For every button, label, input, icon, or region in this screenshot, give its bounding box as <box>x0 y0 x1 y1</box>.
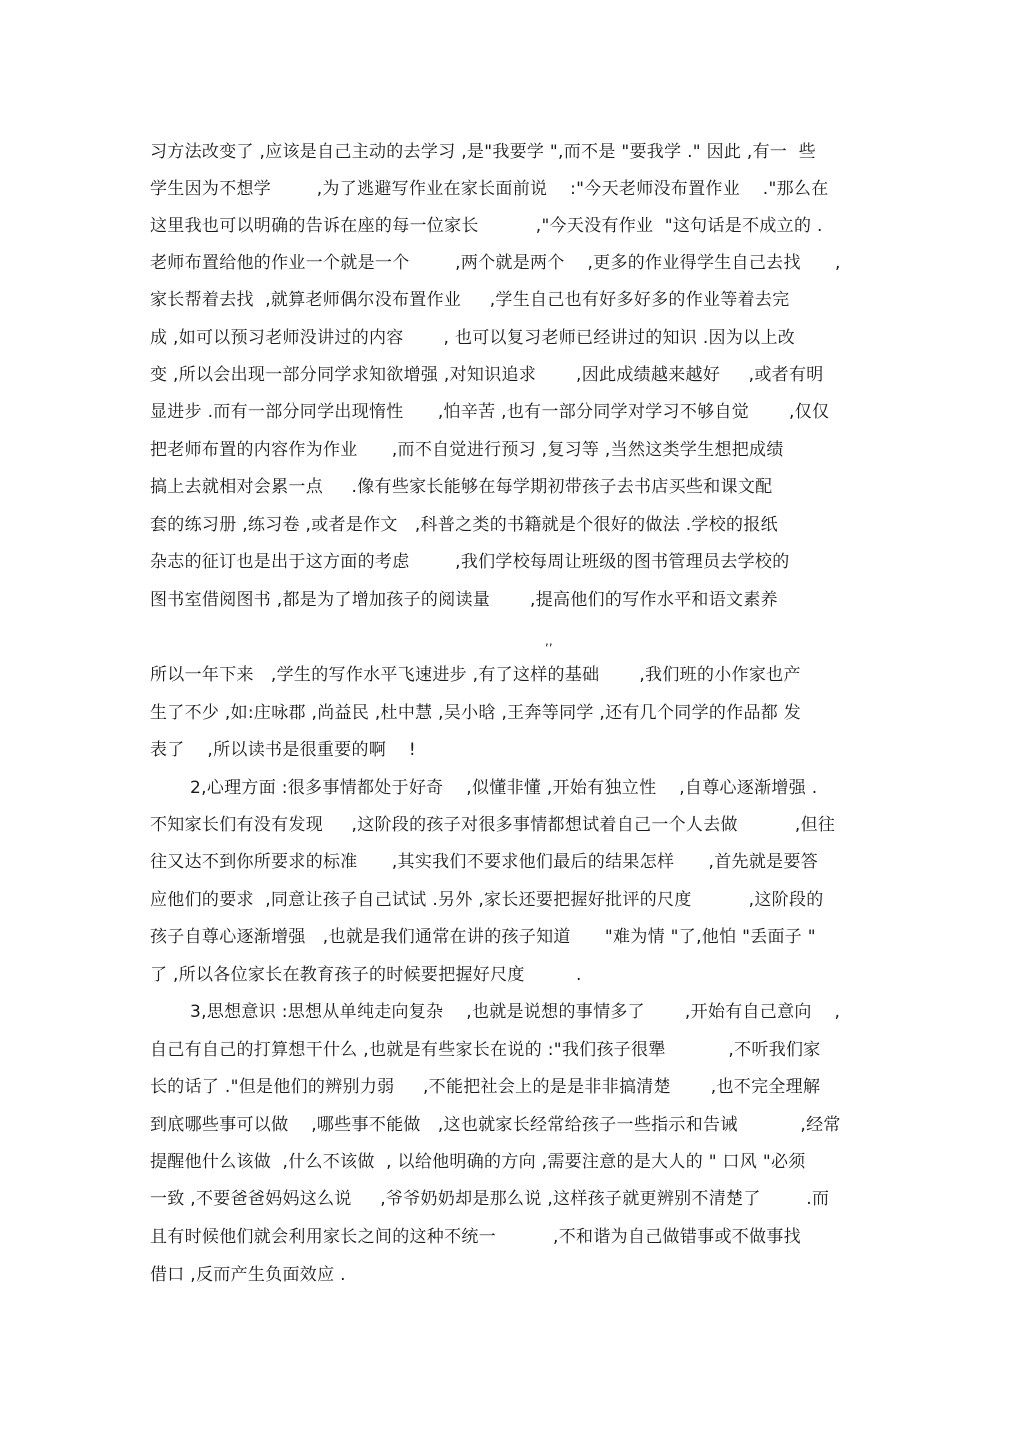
text-line: 老师布置给他的作业一个就是一个 ,两个就是两个 ,更多的作业得学生自己去找 , <box>150 253 841 273</box>
text-line: 成 ,如可以预习老师没讲过的内容 , 也可以复习老师已经讲过的知识 .因为以上改 <box>150 328 796 348</box>
text-line: 变 ,所以会出现一部分同学求知欲增强 ,对知识追求 ,因此成绩越来越好 ,或者有明 <box>150 365 824 385</box>
text-line: 表了 ,所以读书是很重要的啊 ! <box>150 740 417 760</box>
text-line: 套的练习册 ,练习卷 ,或者是作文 ,科普之类的书籍就是个很好的做法 .学校的报纸 <box>150 515 778 535</box>
text-line: 图书室借阅图书 ,都是为了增加孩子的阅读量 ,提高他们的写作水平和语文素养 <box>150 590 778 610</box>
paragraph-heading-line: 3,思想意识 :思想从单纯走向复杂 ,也就是说想的事情多了 ,开始有自己意向 , <box>190 1002 841 1022</box>
text-line: 自己有自己的打算想干什么 ,也就是有些家长在说的 :"我们孩子很犟 ,不听我们家 <box>150 1040 821 1060</box>
text-line: 到底哪些事可以做 ,哪些事不能做 ,这也就家长经常给孩子一些指示和告诫 ,经常 <box>150 1115 841 1135</box>
text-line: 学生因为不想学 ,为了逃避写作业在家长面前说 :"今天老师没布置作业 ."那么在 <box>150 179 829 199</box>
text-line: 搞上去就相对会累一点 .像有些家长能够在每学期初带孩子去书店买些和课文配 <box>150 477 773 497</box>
text-line: 生了不少 ,如:庄咏郡 ,尚益民 ,杜中慧 ,吴小晗 ,王奔等同学 ,还有几个同学的作品都 发 <box>150 703 802 723</box>
text-line: 往又达不到你所要求的标准 ,其实我们不要求他们最后的结果怎样 ,首先就是要答 <box>150 852 819 872</box>
text-line: 一致 ,不要爸爸妈妈这么说 ,爷爷奶奶却是那么说 ,这样孩子就更辨别不清楚了 .而 <box>150 1189 830 1209</box>
text-line: 这里我也可以明确的告诉在座的每一位家长 ,"今天没有作业 "这句话是不成立的 . <box>150 216 823 236</box>
text-line: 不知家长们有没有发现 ,这阶段的孩子对很多事情都想试着自己一个人去做 ,但往 <box>150 815 836 835</box>
text-line: 借口 ,反而产生负面效应 . <box>150 1265 346 1285</box>
text-line: 了 ,所以各位家长在教育孩子的时候要把握好尺度 . <box>150 965 582 985</box>
stray-mark: ,, <box>545 634 553 648</box>
paragraph-heading-line: 2,心理方面 :很多事情都处于好奇 ,似懂非懂 ,开始有独立性 ,自尊心逐渐增强 . <box>190 778 818 798</box>
text-line: 应他们的要求 ,同意让孩子自己试试 .另外 ,家长还要把握好批评的尺度 ,这阶段的 <box>150 890 824 910</box>
text-line: 习方法改变了 ,应该是自己主动的去学习 ,是"我要学 ",而不是 "要我学 ." 因此 ,有一 些 <box>150 142 816 162</box>
text-line: 杂志的征订也是出于这方面的考虑 ,我们学校每周让班级的图书管理员去学校的 <box>150 552 790 572</box>
text-line: 提醒他什么该做 ,什么不该做 , 以给他明确的方向 ,需要注意的是大人的 " 口风 "必须 <box>150 1152 806 1172</box>
text-line: 所以一年下来 ,学生的写作水平飞速进步 ,有了这样的基础 ,我们班的小作家也产 <box>150 665 801 685</box>
text-line: 把老师布置的内容作为作业 ,而不自觉进行预习 ,复习等 ,当然这类学生想把成绩 <box>150 440 784 460</box>
text-line: 家长帮着去找 ,就算老师偶尔没布置作业 ,学生自己也有好多好多的作业等着去完 <box>150 290 790 310</box>
text-line: 长的话了 ."但是他们的辨别力弱 ,不能把社会上的是是非非搞清楚 ,也不完全理解 <box>150 1077 821 1097</box>
text-line: 显进步 .而有一部分同学出现惰性 ,怕辛苦 ,也有一部分同学对学习不够自觉 ,仅仅 <box>150 402 830 422</box>
text-line: 且有时候他们就会利用家长之间的这种不统一 ,不和谐为自己做错事或不做事找 <box>150 1227 801 1247</box>
text-line: 孩子自尊心逐渐增强 ,也就是我们通常在讲的孩子知道 "难为情 "了,他怕 "丢面子 " <box>150 927 816 947</box>
